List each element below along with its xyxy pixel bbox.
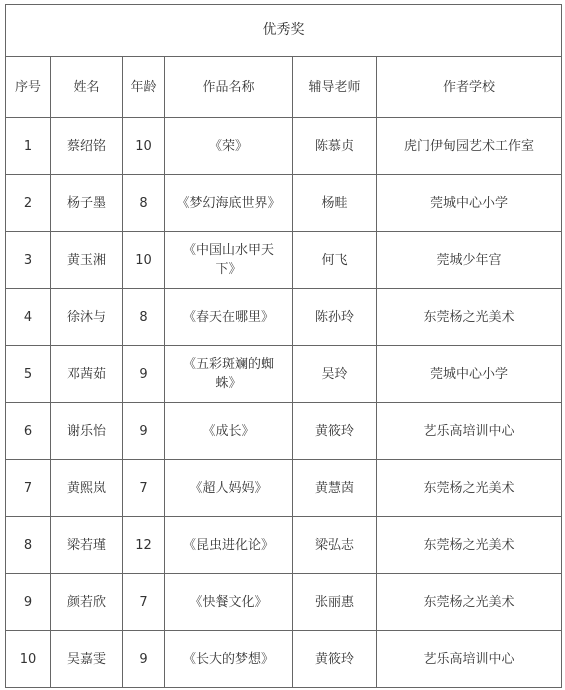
cell-work: 《梦幻海底世界》 <box>165 175 293 232</box>
cell-school: 东莞杨之光美术 <box>377 289 562 346</box>
cell-teacher: 何飞 <box>293 232 377 289</box>
cell-name: 徐沐与 <box>51 289 123 346</box>
cell-age: 10 <box>123 232 165 289</box>
cell-name: 吴嘉雯 <box>51 631 123 688</box>
cell-work: 《荣》 <box>165 118 293 175</box>
cell-work: 《五彩斑斓的蜘蛛》 <box>165 346 293 403</box>
cell-work: 《春天在哪里》 <box>165 289 293 346</box>
cell-name: 黄熙岚 <box>51 460 123 517</box>
cell-school: 东莞杨之光美术 <box>377 574 562 631</box>
cell-work: 《快餐文化》 <box>165 574 293 631</box>
cell-work: 《长大的梦想》 <box>165 631 293 688</box>
cell-work: 《中国山水甲天下》 <box>165 232 293 289</box>
cell-age: 9 <box>123 631 165 688</box>
cell-no: 3 <box>6 232 51 289</box>
cell-teacher: 黄筱玲 <box>293 403 377 460</box>
cell-age: 7 <box>123 460 165 517</box>
cell-teacher: 吴玲 <box>293 346 377 403</box>
table-row <box>6 118 562 175</box>
cell-school: 艺乐高培训中心 <box>377 403 562 460</box>
cell-teacher: 张丽惠 <box>293 574 377 631</box>
cell-age: 9 <box>123 403 165 460</box>
cell-age: 8 <box>123 175 165 232</box>
cell-age: 8 <box>123 289 165 346</box>
table-row <box>6 631 562 688</box>
cell-school: 莞城中心小学 <box>377 175 562 232</box>
award-table <box>5 4 562 688</box>
table-row <box>6 289 562 346</box>
cell-teacher: 杨畦 <box>293 175 377 232</box>
cell-name: 颜若欣 <box>51 574 123 631</box>
cell-work: 《成长》 <box>165 403 293 460</box>
cell-teacher: 黄慧茵 <box>293 460 377 517</box>
table-row <box>6 517 562 574</box>
cell-no: 9 <box>6 574 51 631</box>
header-teacher: 辅导老师 <box>293 57 377 118</box>
cell-no: 5 <box>6 346 51 403</box>
header-name: 姓名 <box>51 57 123 118</box>
cell-name: 邓茜茹 <box>51 346 123 403</box>
cell-work: 《昆虫进化论》 <box>165 517 293 574</box>
cell-teacher: 梁弘志 <box>293 517 377 574</box>
header-work: 作品名称 <box>165 57 293 118</box>
cell-school: 东莞杨之光美术 <box>377 517 562 574</box>
cell-name: 谢乐怡 <box>51 403 123 460</box>
cell-teacher: 黄筱玲 <box>293 631 377 688</box>
cell-school: 莞城少年宫 <box>377 232 562 289</box>
table-title: 优秀奖 <box>6 5 562 57</box>
cell-no: 1 <box>6 118 51 175</box>
table-row <box>6 574 562 631</box>
table-row <box>6 403 562 460</box>
cell-school: 艺乐高培训中心 <box>377 631 562 688</box>
table-row <box>6 346 562 403</box>
cell-age: 10 <box>123 118 165 175</box>
cell-school: 东莞杨之光美术 <box>377 460 562 517</box>
cell-no: 8 <box>6 517 51 574</box>
cell-teacher: 陈慕贞 <box>293 118 377 175</box>
cell-school: 虎门伊甸园艺术工作室 <box>377 118 562 175</box>
title-row <box>6 5 562 57</box>
header-no: 序号 <box>6 57 51 118</box>
header-row <box>6 57 562 118</box>
cell-name: 蔡绍铭 <box>51 118 123 175</box>
cell-name: 黄玉湘 <box>51 232 123 289</box>
table-row <box>6 460 562 517</box>
cell-no: 10 <box>6 631 51 688</box>
cell-age: 7 <box>123 574 165 631</box>
cell-age: 12 <box>123 517 165 574</box>
cell-no: 2 <box>6 175 51 232</box>
table-row <box>6 232 562 289</box>
cell-school: 莞城中心小学 <box>377 346 562 403</box>
cell-age: 9 <box>123 346 165 403</box>
cell-no: 6 <box>6 403 51 460</box>
cell-work: 《超人妈妈》 <box>165 460 293 517</box>
table-row <box>6 175 562 232</box>
header-school: 作者学校 <box>377 57 562 118</box>
cell-teacher: 陈孙玲 <box>293 289 377 346</box>
cell-name: 杨子墨 <box>51 175 123 232</box>
header-age: 年龄 <box>123 57 165 118</box>
cell-no: 7 <box>6 460 51 517</box>
cell-no: 4 <box>6 289 51 346</box>
cell-name: 梁若瑾 <box>51 517 123 574</box>
